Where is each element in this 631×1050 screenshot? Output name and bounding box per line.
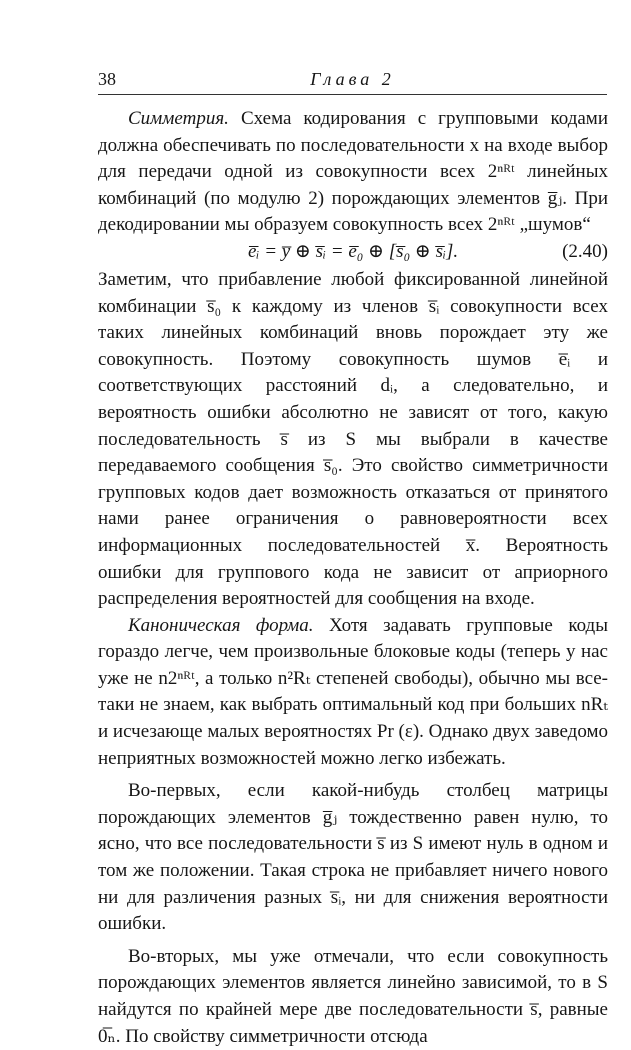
running-title: Глава 2 — [310, 69, 395, 89]
paragraph-text-block — [98, 267, 608, 613]
paragraph-text: Во-первых, если какой-нибудь столбец матрицы порождающих элементов g̅ⱼ тождественно равен нулю, то ясно, что все последовательности s̅ из S имеют нуль в одном и том же положении. Такая строка не прибавляет ничего нового ни для различения разных s̅ᵢ, ни для снижения вероятности ошибки. — [98, 780, 608, 935]
paragraph-symmetry — [98, 106, 608, 239]
paragraph-first-case — [98, 778, 608, 938]
paragraph-canonical-form — [98, 613, 608, 773]
paragraph-text: Схема кодирования с групповыми кодами должна обеспечивать по последовательности x на входе выбор для передачи одной из совокупности всех 2ⁿᴿᵗ линейных комбинаций (по модулю 2) порождающих элементов g̅ⱼ. При декодировании мы образуем совокупность всех 2ⁿᴿᵗ „шумов“ — [98, 108, 608, 236]
paragraph-lead: Симметрия. — [128, 108, 229, 129]
paragraph-text: Во-вторых, мы уже отмечали, что если совокупность порождающих элементов является линейно зависимой, то в S найдутся по крайней мере две последовательности s̅, равные 0̅ₙ. По свойству симметричности отсюда — [98, 945, 608, 1047]
page-number: 38 — [98, 69, 116, 89]
paragraph-second-case — [98, 944, 608, 1050]
paragraph-text: Заметим, что прибавление любой фиксированной линейной комбинации s̅₀ к каждому из членов s̅ᵢ совокупности всех таких линейных комбинаций вновь порождает эту же совокупность. Поэтому совокупность шумов e̅ᵢ и соответствующих расстояний dᵢ, а следовательно, и вероятность ошибки абсолютно не зависят от того, какую последовательность s̅ из S мы выбрали в качестве передаваемого сообщения s̅₀. Это свойство симметричности групповых кодов дает возможность отказаться от принятого нами ранее ограничения о равновероятности всех информационных последовательностей x̅. Вероятность ошибки для группового кода не зависит от априорного распределения вероятностей для сообщения на входе. — [98, 268, 608, 610]
page-header — [98, 66, 607, 95]
equation-number: (2.40) — [562, 240, 608, 262]
page-body — [98, 106, 608, 1050]
equation-2-40 — [98, 239, 608, 267]
equation-expression: e̅ᵢ = y̅ ⊕ s̅ᵢ = e̅₀ ⊕ [s̅₀ ⊕ s̅ᵢ]. — [248, 240, 459, 262]
paragraph-lead: Каноническая форма. — [128, 614, 314, 636]
paragraph-text: Хотя задавать групповые коды гораздо легче, чем произвольные блоковые коды (теперь у нас уже не n2ⁿᴿᵗ, а только n²Rₜ степеней свободы), обычно мы все-таки не знаем, как выбрать оптимальный код при больших nRₜ и исчезающе малых вероятностях Pr (ε). Однако двух заведомо неприятных возможностей можно легко избежать. — [98, 614, 608, 769]
